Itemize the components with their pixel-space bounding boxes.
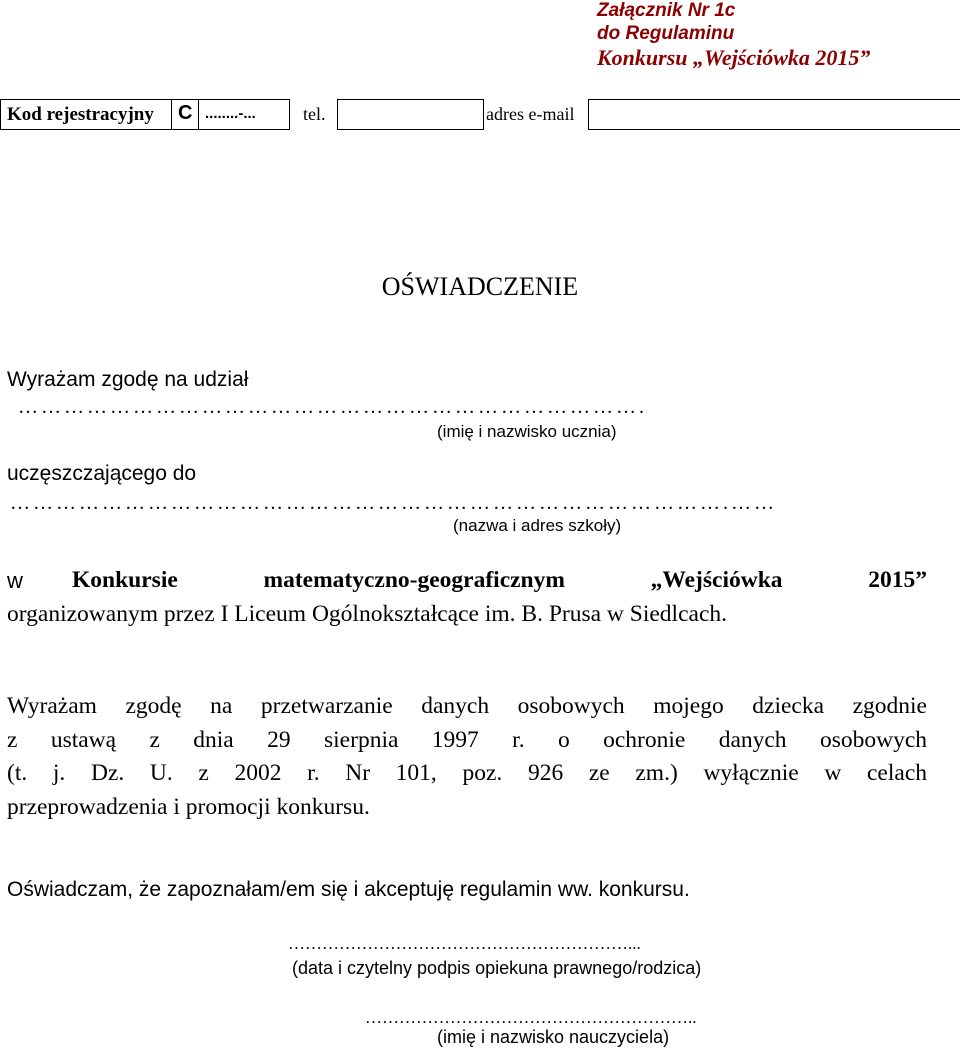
attachment-line-1: Załącznik Nr 1c — [597, 0, 736, 21]
data-line-2: z ustawą z dnia 29 sierpnia 1997 r. o ochronie danych osobowych — [7, 726, 927, 753]
competition-line-2: organizowanym przez I Liceum Ogólnokształcące im. B. Prusa w Siedlcach. — [7, 600, 727, 627]
tel-label: tel. — [303, 104, 326, 124]
school-caption: (nazwa i adres szkoły) — [453, 516, 622, 535]
teacher-caption: (imię i nazwisko nauczyciela) — [437, 1027, 670, 1047]
data-line-1: Wyrażam zgodę na przetwarzanie danych osobowych mojego dziecka zgodnie — [7, 693, 927, 719]
student-caption: (imię i nazwisko ucznia) — [437, 422, 617, 441]
data-line-4: przeprowadzenia i promocji konkursu. — [7, 793, 370, 820]
tel-field[interactable] — [337, 99, 484, 130]
email-field[interactable] — [588, 99, 960, 130]
school-name-line[interactable]: ………………………………………………………………………………….…… — [10, 492, 777, 514]
data-processing-paragraph — [7, 690, 927, 824]
guardian-caption: (data i czytelny podpis opiekuna prawnego/rodzica) — [292, 958, 702, 978]
competition-paragraph — [7, 564, 927, 631]
email-label: adres e-mail — [486, 104, 575, 124]
competition-line-1: Konkursie matematyczno-geograficznym „Wejściówka 2015” — [72, 567, 927, 593]
registration-code-label: Kod rejestracyjny — [0, 99, 172, 130]
teacher-name-line[interactable]: ………………………………………………….. — [365, 1008, 697, 1027]
competition-w: w — [7, 568, 23, 593]
data-line-3: (t. j. Dz. U. z 2002 r. Nr 101, poz. 926 ze zm.) wyłącznie w celach — [7, 760, 927, 786]
attending-label: uczęszczającego do — [7, 462, 197, 485]
student-name-line[interactable]: ………………………………………………………………………. — [18, 396, 647, 418]
registration-code-field[interactable]: ........-... — [198, 99, 290, 130]
attachment-line-2: do Regulaminu — [597, 23, 735, 44]
registration-code-prefix: C — [171, 99, 199, 130]
guardian-signature-line[interactable]: ……………………………………………………... — [288, 934, 641, 953]
attachment-line-3: Konkursu „Wejściówka 2015” — [597, 45, 871, 70]
declaration: Oświadczam, że zapoznałam/em się i akceptuję regulamin ww. konkursu. — [7, 878, 690, 901]
consent-intro: Wyrażam zgodę na udział — [7, 368, 249, 391]
page-title: OŚWIADCZENIE — [381, 272, 579, 301]
